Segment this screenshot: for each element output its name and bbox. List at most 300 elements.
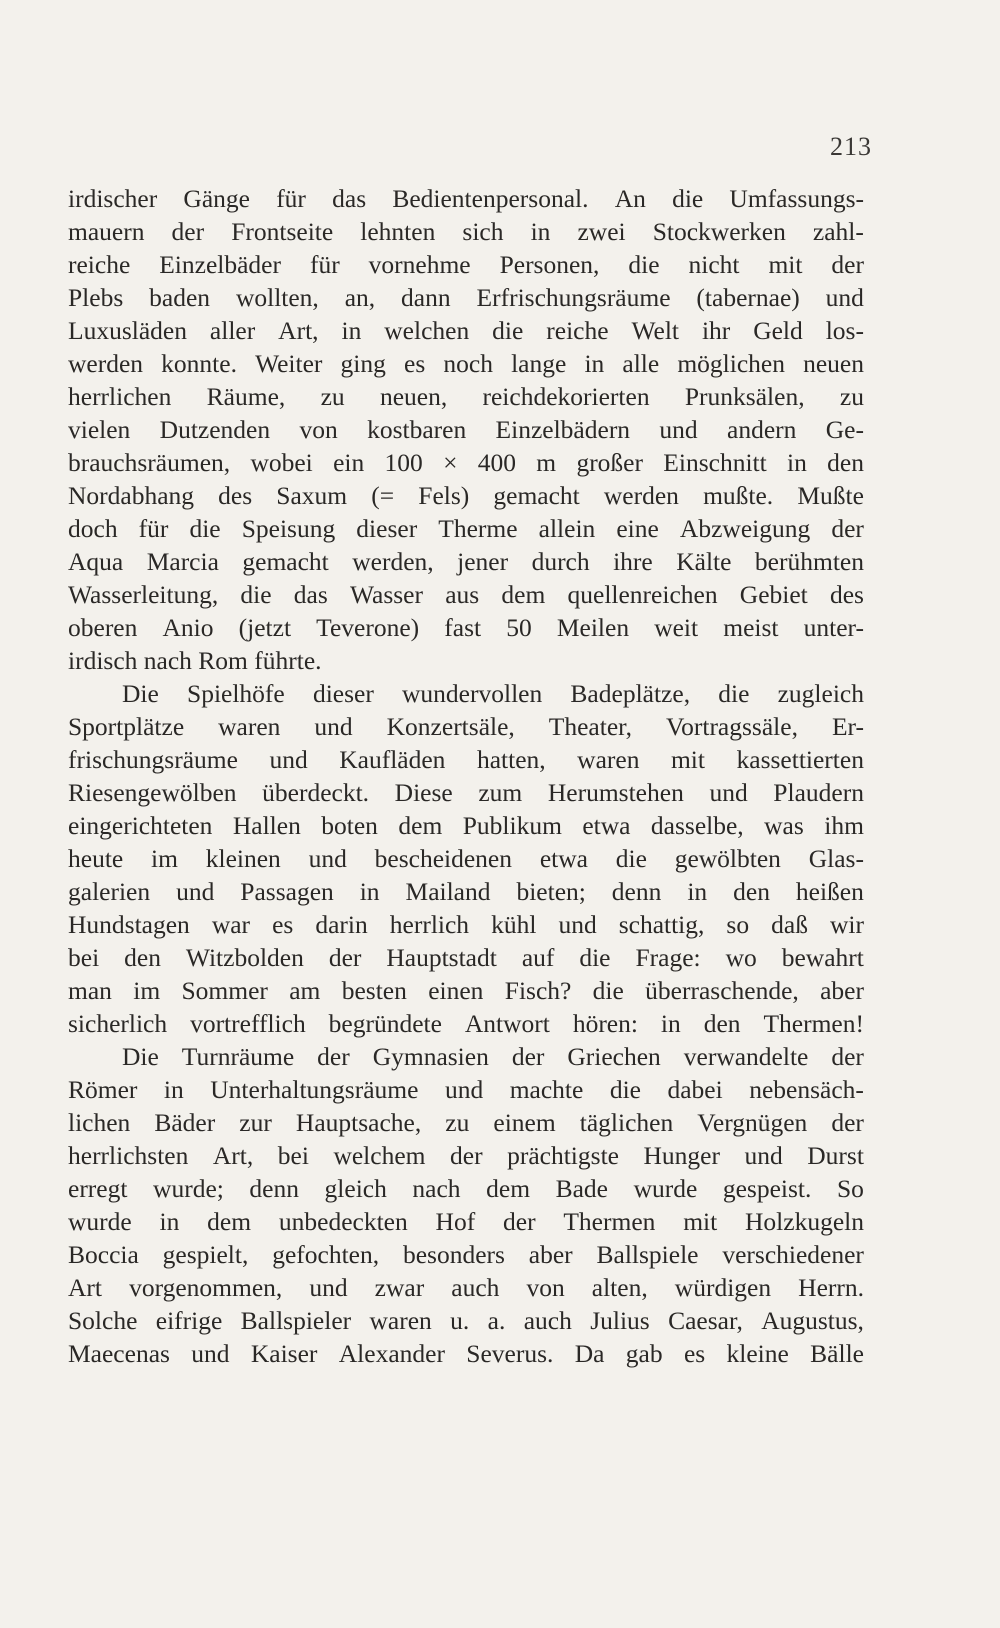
- word: Plebs: [68, 283, 124, 312]
- word: (tabernae): [696, 283, 800, 312]
- word: denn: [611, 877, 662, 906]
- word: dem: [207, 1207, 252, 1236]
- word: in: [787, 448, 807, 477]
- word: meist: [723, 613, 779, 642]
- word: darin: [315, 910, 368, 939]
- word: kostbaren: [367, 415, 467, 444]
- word: wundervollen: [402, 679, 543, 708]
- word: Dutzenden: [159, 415, 271, 444]
- word: überdeckt.: [262, 778, 370, 807]
- text-line: [68, 182, 864, 215]
- word: waren: [369, 1306, 432, 1335]
- word: wollten,: [235, 283, 319, 312]
- word: möglichen: [677, 349, 785, 378]
- word: dieser: [312, 679, 374, 708]
- text-line: [68, 347, 864, 380]
- word: der: [831, 1042, 864, 1071]
- word: der: [171, 217, 205, 246]
- text-line: [68, 842, 864, 875]
- word: werden,: [352, 547, 434, 576]
- word: Alexander: [338, 1339, 445, 1368]
- word: der: [831, 514, 864, 543]
- word: irdisch: [68, 646, 144, 675]
- word: zu: [320, 382, 345, 411]
- word: in: [159, 1207, 180, 1236]
- word: Hauptstadt: [386, 943, 497, 972]
- word: reiche: [68, 250, 131, 279]
- word: jener: [457, 547, 509, 576]
- word: gleich: [324, 1174, 387, 1203]
- word: Die: [122, 1042, 159, 1071]
- text-line: [68, 380, 864, 413]
- word: Personen,: [499, 250, 600, 279]
- word: es: [404, 349, 426, 378]
- word: Solche: [68, 1306, 138, 1335]
- word: es: [272, 910, 294, 939]
- word: den: [733, 877, 770, 906]
- word: von: [526, 1273, 565, 1302]
- word: werden: [68, 349, 144, 378]
- word: Nordabhang: [68, 481, 195, 510]
- word: des: [829, 580, 864, 609]
- word: auch: [523, 1306, 572, 1335]
- word: So: [836, 1174, 864, 1203]
- word: aller: [209, 316, 256, 345]
- word: zwei: [577, 217, 626, 246]
- text-line: [68, 809, 864, 842]
- word: aber: [528, 1240, 573, 1269]
- word: und: [709, 778, 748, 807]
- word: die: [579, 943, 611, 972]
- word: Frontseite: [231, 217, 334, 246]
- word: verschiedener: [722, 1240, 864, 1269]
- word: Hauptsache,: [295, 1108, 422, 1137]
- word: Unterhaltungsräume: [210, 1075, 419, 1104]
- word: Kälte: [676, 547, 732, 576]
- word: die: [718, 679, 750, 708]
- word: Gebiet: [739, 580, 808, 609]
- word: noch: [443, 349, 493, 378]
- word: hatten,: [476, 745, 546, 774]
- word: doch: [68, 514, 118, 543]
- word: auf: [521, 943, 555, 972]
- word: brauchsräumen,: [68, 448, 231, 477]
- text-line: [68, 710, 864, 743]
- word: am: [289, 976, 321, 1005]
- word: und: [444, 1075, 484, 1104]
- word: daß: [771, 910, 808, 939]
- word: Herumstehen: [547, 778, 684, 807]
- text-line: [68, 1271, 864, 1304]
- word: dem: [398, 811, 443, 840]
- text-line: [68, 743, 864, 776]
- word: für: [138, 514, 169, 543]
- word: gab: [625, 1339, 663, 1368]
- word: Bäder: [154, 1108, 216, 1137]
- word: kleinen: [205, 844, 281, 873]
- word: in: [530, 217, 551, 246]
- word: zwar: [374, 1273, 425, 1302]
- word: (=: [371, 481, 395, 510]
- word: gespielt,: [162, 1240, 249, 1269]
- word: Aqua: [68, 547, 124, 576]
- word: Vergnügen: [697, 1108, 808, 1137]
- word: allein: [538, 514, 596, 543]
- word: in: [660, 1009, 681, 1038]
- text-line: [68, 578, 864, 611]
- word: bei: [277, 1141, 309, 1170]
- text-line: [68, 1106, 864, 1139]
- word: unter-: [803, 613, 864, 642]
- word: zur: [239, 1108, 272, 1137]
- word: Da: [574, 1339, 605, 1368]
- word: den: [703, 1009, 741, 1038]
- text-line: [68, 1073, 864, 1106]
- word: in: [163, 1075, 184, 1104]
- word: dabei: [667, 1075, 723, 1104]
- text-line: [68, 248, 864, 281]
- word: waren: [218, 712, 281, 741]
- text-line: [68, 479, 864, 512]
- word: die: [609, 1075, 641, 1104]
- word: Hallen: [232, 811, 301, 840]
- word: Passagen: [240, 877, 334, 906]
- word: nach: [412, 1174, 461, 1203]
- word: Plaudern: [773, 778, 864, 807]
- word: Thermen!: [763, 1009, 864, 1038]
- word: Mußte: [797, 481, 864, 510]
- word: wo: [725, 943, 757, 972]
- word: Rom: [198, 646, 255, 675]
- word: Fisch?: [504, 976, 572, 1005]
- word: gemacht: [493, 481, 580, 510]
- word: welchen: [384, 316, 470, 345]
- word: der: [317, 1042, 350, 1071]
- word: Sportplätze: [68, 712, 185, 741]
- word: gemacht: [242, 547, 329, 576]
- word: andern: [727, 415, 797, 444]
- word: heute: [68, 844, 124, 873]
- word: Durst: [807, 1141, 864, 1170]
- text-line: [68, 974, 864, 1007]
- word: und: [308, 844, 347, 873]
- word: neuen,: [379, 382, 448, 411]
- word: Diese: [394, 778, 453, 807]
- word: Prunksälen,: [684, 382, 805, 411]
- word: und: [176, 877, 215, 906]
- word: vorgenommen,: [129, 1273, 283, 1302]
- word: kühl: [491, 910, 537, 939]
- word: Anio: [162, 613, 214, 642]
- word: heißen: [795, 877, 864, 906]
- word: prächtigste: [507, 1141, 619, 1170]
- word: der: [831, 1108, 864, 1137]
- word: Welt: [631, 316, 679, 345]
- word: 100: [384, 448, 423, 477]
- word: wurde;: [153, 1174, 224, 1203]
- text-line: [68, 776, 864, 809]
- word: dann: [401, 283, 451, 312]
- word: boten: [321, 811, 378, 840]
- text-line: [68, 1238, 864, 1271]
- word: Glas-: [808, 844, 864, 873]
- word: herrlich: [389, 910, 470, 939]
- word: Römer: [68, 1075, 138, 1104]
- word: oberen: [68, 613, 138, 642]
- word: zugleich: [777, 679, 864, 708]
- word: Die: [122, 679, 159, 708]
- text-line: [68, 1172, 864, 1205]
- word: täglichen: [579, 1108, 674, 1137]
- word: Bedientenpersonal.: [392, 184, 589, 213]
- word: denn: [249, 1174, 299, 1203]
- word: war: [211, 910, 251, 939]
- word: lehnten: [360, 217, 436, 246]
- word: aber: [820, 976, 864, 1005]
- word: Stockwerken: [652, 217, 786, 246]
- text-line: [68, 1304, 864, 1337]
- word: Abzweigung: [679, 514, 811, 543]
- word: und: [744, 1141, 783, 1170]
- word: gefochten,: [272, 1240, 380, 1269]
- word: Publikum: [462, 811, 562, 840]
- word: Speisung: [241, 514, 336, 543]
- word: zu: [839, 382, 864, 411]
- word: reiche: [546, 316, 609, 345]
- text-line: [68, 1040, 864, 1073]
- word: Hundstagen: [68, 910, 190, 939]
- word: mauern: [68, 217, 145, 246]
- word: Thermen: [563, 1207, 656, 1236]
- word: aus: [445, 580, 480, 609]
- word: Therme: [438, 514, 518, 543]
- word: kleine: [726, 1339, 789, 1368]
- word: Erfrischungsräume: [476, 283, 671, 312]
- word: das: [332, 184, 367, 213]
- word: etwa: [539, 844, 588, 873]
- word: wurde: [633, 1174, 698, 1203]
- body-text: [68, 182, 864, 1370]
- text-line: [68, 1007, 864, 1040]
- word: Art,: [278, 316, 319, 345]
- text-line: [68, 644, 864, 677]
- text-line: [68, 281, 864, 314]
- word: Spielhöfe: [187, 679, 285, 708]
- word: ihm: [824, 811, 864, 840]
- word: der: [503, 1207, 536, 1236]
- text-line: [68, 1205, 864, 1238]
- word: Kaufläden: [339, 745, 446, 774]
- word: überraschende,: [645, 976, 799, 1005]
- word: des: [218, 481, 253, 510]
- word: vortrefflich: [190, 1009, 306, 1038]
- word: und: [659, 415, 698, 444]
- word: den: [124, 943, 161, 972]
- text-line: [68, 446, 864, 479]
- word: einen: [428, 976, 484, 1005]
- word: Umfassungs-: [729, 184, 864, 213]
- word: der: [511, 1042, 545, 1071]
- text-line: [68, 413, 864, 446]
- word: ×: [443, 448, 458, 477]
- word: waren: [577, 745, 640, 774]
- word: Boccia: [68, 1240, 139, 1269]
- word: die: [672, 184, 704, 213]
- word: besonders: [402, 1240, 505, 1269]
- word: in: [341, 316, 362, 345]
- word: unbedeckten: [278, 1207, 408, 1236]
- text-line: [68, 545, 864, 578]
- word: etwa: [582, 811, 631, 840]
- word: und: [309, 1273, 348, 1302]
- word: frischungsräume: [68, 745, 238, 774]
- word: ging: [340, 349, 386, 378]
- word: werden: [603, 481, 679, 510]
- word: Frage:: [635, 943, 701, 972]
- word: in: [584, 349, 605, 378]
- word: und: [558, 910, 597, 939]
- word: Maecenas: [68, 1339, 170, 1368]
- word: dem: [501, 580, 546, 609]
- text-line: [68, 314, 864, 347]
- word: Augustus,: [761, 1306, 864, 1335]
- word: mit: [683, 1207, 718, 1236]
- word: besten: [341, 976, 407, 1005]
- word: irdischer: [68, 184, 158, 213]
- word: 400: [477, 448, 516, 477]
- word: (jetzt: [238, 613, 292, 642]
- word: würdigen: [674, 1273, 772, 1302]
- word: sicherlich: [68, 1009, 168, 1038]
- word: wurde: [68, 1207, 132, 1236]
- word: Geld: [753, 316, 803, 345]
- word: m: [536, 448, 557, 477]
- word: Theater,: [548, 712, 632, 741]
- word: fast: [444, 613, 482, 642]
- word: Gänge: [183, 184, 250, 213]
- word: machte: [509, 1075, 584, 1104]
- word: einem: [493, 1108, 556, 1137]
- word: Severus.: [466, 1339, 554, 1368]
- word: Weiter: [255, 349, 323, 378]
- word: gespeist.: [722, 1174, 812, 1203]
- word: das: [293, 580, 328, 609]
- word: herrlichen: [68, 382, 172, 411]
- word: im: [151, 844, 178, 873]
- word: für: [276, 184, 306, 213]
- word: der: [831, 250, 864, 279]
- word: die: [592, 976, 624, 1005]
- word: konnte.: [161, 349, 237, 378]
- word: Meilen: [556, 613, 630, 642]
- word: bewahrt: [781, 943, 864, 972]
- text-line: [68, 677, 864, 710]
- word: Einschnitt: [663, 448, 767, 477]
- word: quellenreichen: [567, 580, 718, 609]
- word: dem: [486, 1174, 531, 1203]
- word: Hunger: [643, 1141, 720, 1170]
- word: ihr: [701, 316, 731, 345]
- word: und: [269, 745, 308, 774]
- word: wobei: [250, 448, 313, 477]
- text-line: [68, 1139, 864, 1172]
- word: Witzbolden: [185, 943, 304, 972]
- word: die: [628, 250, 660, 279]
- word: Turnräume: [181, 1042, 295, 1071]
- word: Art,: [212, 1141, 254, 1170]
- word: großer: [576, 448, 643, 477]
- word: Gymnasien: [372, 1042, 489, 1071]
- word: den: [827, 448, 864, 477]
- word: lange: [511, 349, 567, 378]
- word: Teverone): [316, 613, 420, 642]
- word: durch: [531, 547, 590, 576]
- word: eingerichteten: [68, 811, 213, 840]
- word: die: [615, 844, 647, 873]
- word: alle: [622, 349, 660, 378]
- word: An: [614, 184, 646, 213]
- word: erregt: [68, 1174, 128, 1203]
- word: Marcia: [146, 547, 219, 576]
- page-number: 213: [830, 132, 872, 161]
- word: mußte.: [703, 481, 774, 510]
- word: Luxusläden: [68, 316, 187, 345]
- word: der: [450, 1141, 483, 1170]
- word: nach: [143, 646, 199, 675]
- word: von: [299, 415, 338, 444]
- word: sich: [462, 217, 504, 246]
- word: die: [189, 514, 221, 543]
- word: begründete: [328, 1009, 442, 1038]
- word: Einzelbäder: [159, 250, 281, 279]
- word: verwandelte: [683, 1042, 809, 1071]
- word: 50: [506, 613, 532, 642]
- word: Wasser: [349, 580, 423, 609]
- word: zum: [478, 778, 523, 807]
- word: welchem: [333, 1141, 426, 1170]
- word: alten,: [591, 1273, 648, 1302]
- word: bei: [68, 943, 100, 972]
- word: Riesengewölben: [68, 778, 237, 807]
- word: dasselbe,: [650, 811, 744, 840]
- word: bieten;: [516, 877, 586, 906]
- word: reichdekorierten: [482, 382, 650, 411]
- text-line: [68, 941, 864, 974]
- word: Art: [68, 1273, 102, 1302]
- word: Sommer: [181, 976, 268, 1005]
- word: der: [328, 943, 362, 972]
- word: gewölbten: [674, 844, 781, 873]
- word: Einzelbädern: [495, 415, 631, 444]
- word: dieser: [356, 514, 418, 543]
- word: wir: [829, 910, 864, 939]
- text-line: [68, 611, 864, 644]
- word: auch: [451, 1273, 500, 1302]
- word: schattig,: [618, 910, 705, 939]
- word: Julius: [590, 1306, 650, 1335]
- word: Ballspieler: [240, 1306, 352, 1335]
- word: Ge-: [825, 415, 864, 444]
- word: und: [191, 1339, 230, 1368]
- word: los-: [825, 316, 864, 345]
- word: Antwort: [464, 1009, 550, 1038]
- word: Hof: [435, 1207, 476, 1236]
- word: Vortragssäle,: [665, 712, 798, 741]
- word: und: [314, 712, 353, 741]
- text-line: [68, 908, 864, 941]
- word: vornehme: [368, 250, 471, 279]
- text-line: [68, 875, 864, 908]
